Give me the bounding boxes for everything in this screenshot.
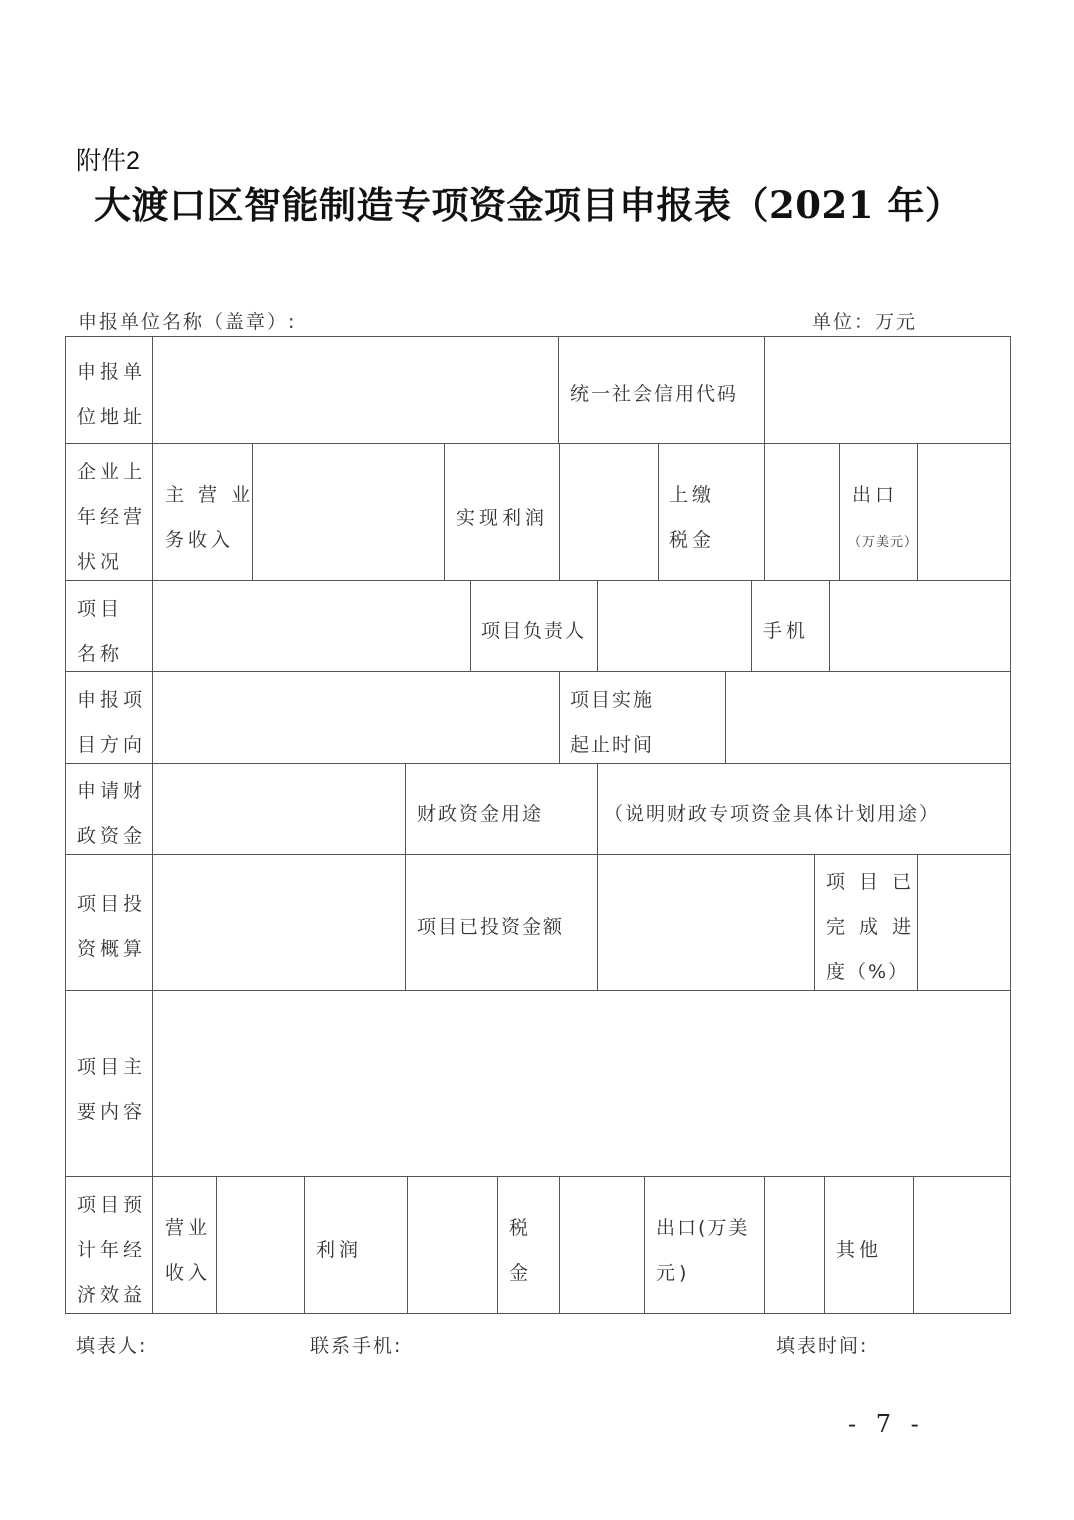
row-divider xyxy=(65,763,1011,764)
expected-revenue-label-line2: 收入 xyxy=(165,1262,212,1284)
cell-divider xyxy=(764,1176,765,1314)
row-divider xyxy=(65,854,1011,855)
expected-export-label-line1: 出口(万美 xyxy=(656,1217,750,1239)
cell-divider xyxy=(304,1176,305,1314)
expected-tax-label-line1: 税 xyxy=(509,1217,533,1239)
cell-divider xyxy=(405,763,406,854)
cell-divider xyxy=(559,1176,560,1314)
contact-phone-label: 联系手机: xyxy=(310,1335,403,1357)
cell-divider xyxy=(558,336,559,443)
invested-amount-label: 项目已投资金额 xyxy=(417,916,565,938)
cell-divider xyxy=(814,854,815,990)
row-divider xyxy=(65,443,1011,444)
label-column-divider xyxy=(152,336,153,1314)
project-name-label-line1: 项目 xyxy=(77,598,124,620)
attachment-label: 附件2 xyxy=(76,147,140,175)
tax-label-line2: 税金 xyxy=(669,529,716,551)
cell-divider xyxy=(497,1176,498,1314)
cell-divider xyxy=(470,580,471,671)
cell-divider xyxy=(751,580,752,671)
address-label-line1: 申报单 xyxy=(77,361,147,383)
budget-label-line1: 项目投 xyxy=(77,893,147,915)
last-year-label-line2: 年经营 xyxy=(77,506,147,528)
row-divider xyxy=(65,671,1011,672)
unit-label: 单位：万元 xyxy=(812,311,918,333)
content-label-line1: 项目主 xyxy=(77,1056,147,1078)
credit-code-label: 统一社会信用代码 xyxy=(570,383,739,405)
benefit-label-line1: 项目预 xyxy=(77,1194,147,1216)
cell-divider xyxy=(407,1176,408,1314)
content-label-line2: 要内容 xyxy=(77,1101,147,1123)
fund-label-line1: 申请财 xyxy=(77,780,147,802)
other-label: 其他 xyxy=(836,1239,883,1261)
page-number: - 7 - xyxy=(848,1410,925,1438)
export-label-line1: 出口 xyxy=(852,484,899,506)
filler-label: 填表人: xyxy=(76,1335,148,1357)
cell-divider xyxy=(913,1176,914,1314)
cell-divider xyxy=(597,854,598,990)
implementation-period-label-line1: 项目实施 xyxy=(570,689,655,711)
direction-label-line2: 目方向 xyxy=(77,734,147,756)
cell-divider xyxy=(917,854,918,990)
fund-usage-note: （说明财政专项资金具体计划用途） xyxy=(604,803,941,825)
expected-export-label-line2: 元) xyxy=(656,1262,691,1284)
progress-label-line2: 完 成 进 xyxy=(826,916,916,938)
address-label-line2: 位地址 xyxy=(77,406,147,428)
cell-divider xyxy=(597,580,598,671)
project-name-label-line2: 名称 xyxy=(77,643,124,665)
budget-label-line2: 资概算 xyxy=(77,938,147,960)
tax-label-line1: 上缴 xyxy=(669,484,716,506)
cell-divider xyxy=(764,443,765,580)
expected-profit-label: 利润 xyxy=(316,1239,363,1261)
implementation-period-label-line2: 起止时间 xyxy=(570,734,655,756)
page-title: 大渡口区智能制造专项资金项目申报表（2021 年） xyxy=(94,183,963,227)
last-year-label-line1: 企业上 xyxy=(77,461,147,483)
phone-label: 手机 xyxy=(763,620,810,642)
direction-label-line1: 申报项 xyxy=(77,689,147,711)
last-year-label-line3: 状况 xyxy=(77,551,124,573)
export-label-line2: （万美元） xyxy=(848,535,919,550)
cell-divider xyxy=(725,671,726,763)
benefit-label-line3: 济效益 xyxy=(77,1284,147,1306)
main-revenue-label-line1: 主 营 业 xyxy=(165,484,255,506)
cell-divider xyxy=(559,671,560,763)
applicant-label: 申报单位名称（盖章）: xyxy=(78,311,297,333)
project-leader-label: 项目负责人 xyxy=(481,620,587,642)
fund-usage-label: 财政资金用途 xyxy=(417,803,544,825)
row-divider xyxy=(65,580,1011,581)
cell-divider xyxy=(444,443,445,580)
profit-label: 实现利润 xyxy=(456,507,549,529)
cell-divider xyxy=(216,1176,217,1314)
benefit-label-line2: 计年经 xyxy=(77,1239,147,1261)
cell-divider xyxy=(644,1176,645,1314)
expected-revenue-label-line1: 营业 xyxy=(165,1217,212,1239)
cell-divider xyxy=(405,854,406,990)
fund-label-line2: 政资金 xyxy=(77,825,147,847)
fill-date-label: 填表时间: xyxy=(776,1335,869,1357)
cell-divider xyxy=(824,1176,825,1314)
cell-divider xyxy=(559,443,560,580)
expected-tax-label-line2: 金 xyxy=(509,1262,533,1284)
progress-label-line1: 项 目 已 xyxy=(826,871,916,893)
row-divider xyxy=(65,1176,1011,1177)
main-revenue-label-line2: 务收入 xyxy=(165,529,235,551)
cell-divider xyxy=(764,336,765,443)
progress-label-line3: 度（%） xyxy=(826,961,910,983)
cell-divider xyxy=(658,443,659,580)
cell-divider xyxy=(597,763,598,854)
cell-divider xyxy=(839,443,840,580)
cell-divider xyxy=(829,580,830,671)
